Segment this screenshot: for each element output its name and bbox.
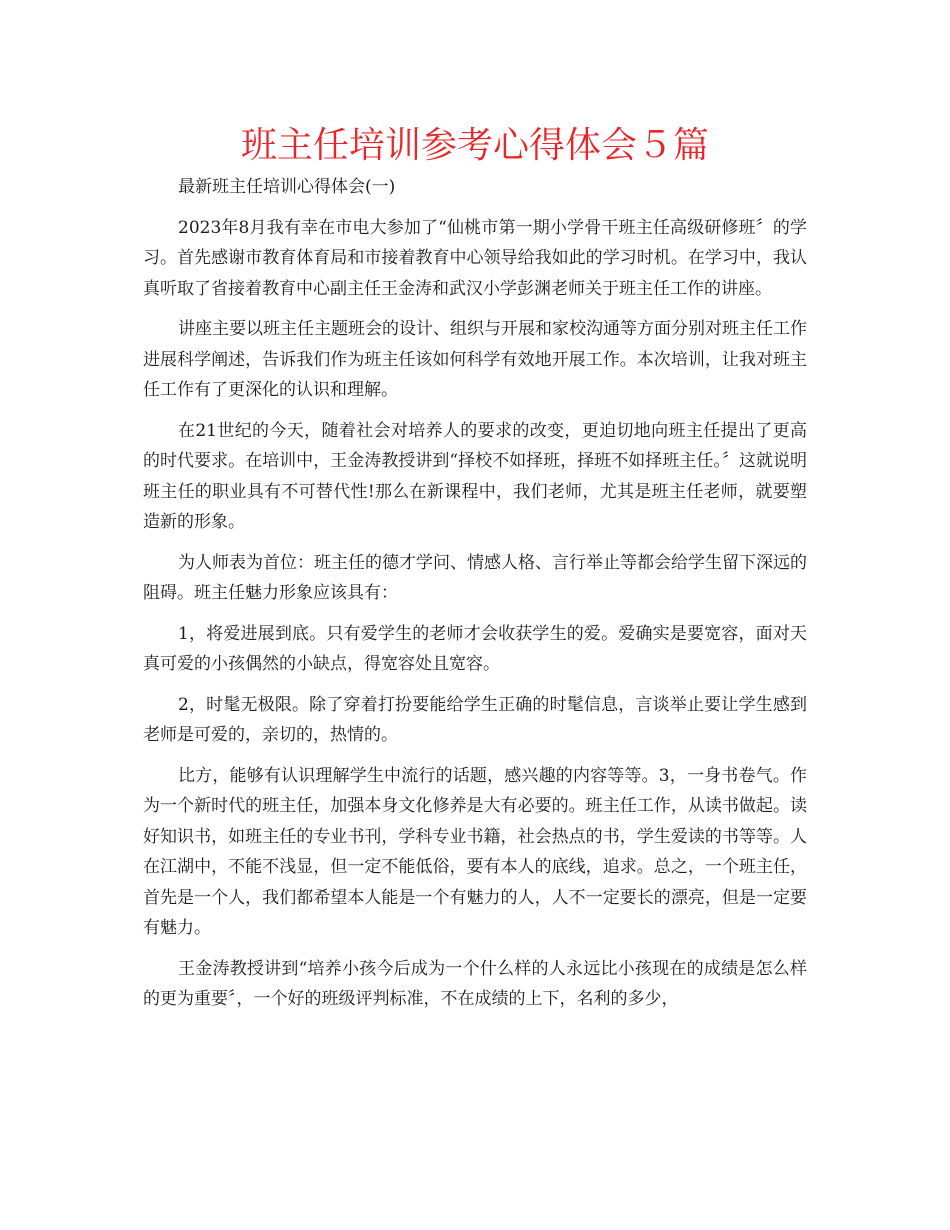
paragraph-6: 2，时髦无极限。除了穿着打扮要能给学生正确的时髦信息，言谈举止要让学生感到老师是可爱的，亲切的，热情的。 xyxy=(143,694,807,745)
paragraph-1: 2023年8月我有幸在市电大参加了“仙桃市第一期小学骨干班主任高级研修班〞的学习。首先感谢市教育体育局和市接着教育中心领导给我如此的学习时机。在学习中，我认真听取了省接着教育中心副主任王金涛和武汉小学彭渊老师关于班主任工作的讲座。 xyxy=(143,217,807,299)
paragraph-3: 在21世纪的今天，随着社会对培养人的要求的改变，更迫切地向班主任提出了更高的时代要求。在培训中，王金涛教授讲到“择校不如择班，择班不如择班主任。〞这就说明班主任的职业具有不可替代性!那么在新课程中，我们老师，尤其是班主任老师，就要塑造新的形象。 xyxy=(143,420,807,532)
paragraph-2: 讲座主要以班主任主题班会的设计、组织与开展和家校沟通等方面分别对班主任工作进展科学阐述，告诉我们作为班主任该如何科学有效地开展工作。本次培训，让我对班主任工作有了更深化的认识和理解。 xyxy=(143,319,807,400)
section-heading: 最新班主任培训心得体会(一) xyxy=(178,177,396,197)
paragraph-4: 为人师表为首位：班主任的德才学问、情感人格、言行举止等都会给学生留下深远的阻碍。班主任魅力形象应该具有： xyxy=(143,552,807,603)
document-body xyxy=(143,172,807,1025)
paragraph-5: 1，将爱进展到底。只有爱学生的老师才会收获学生的爱。爱确实是要宽容，面对天真可爱的小孩偶然的小缺点，得宽容处且宽容。 xyxy=(143,623,807,674)
paragraph-7: 比方，能够有认识理解学生中流行的话题，感兴趣的内容等等。3，一身书卷气。作为一个新时代的班主任，加强本身文化修养是大有必要的。班主任工作，从读书做起。读好知识书，如班主任的专业书刊，学科专业书籍，社会热点的书，学生爱读的书等等。人在江湖中，不能不浅显，但一定不能低俗，要有本人的底线，追求。总之，一个班主任，首先是一个人，我们都希望本人能是一个有魅力的人，人不一定要长的漂亮，但是一定要有魅力。 xyxy=(143,765,807,938)
paragraph-8: 王金涛教授讲到“培养小孩今后成为一个什么样的人永远比小孩现在的成绩是怎么样的更为重要〞，一个好的班级评判标准，不在成绩的上下，名利的多少， xyxy=(143,958,807,1009)
document-title: 班主任培训参考心得体会５篇 xyxy=(240,125,709,166)
